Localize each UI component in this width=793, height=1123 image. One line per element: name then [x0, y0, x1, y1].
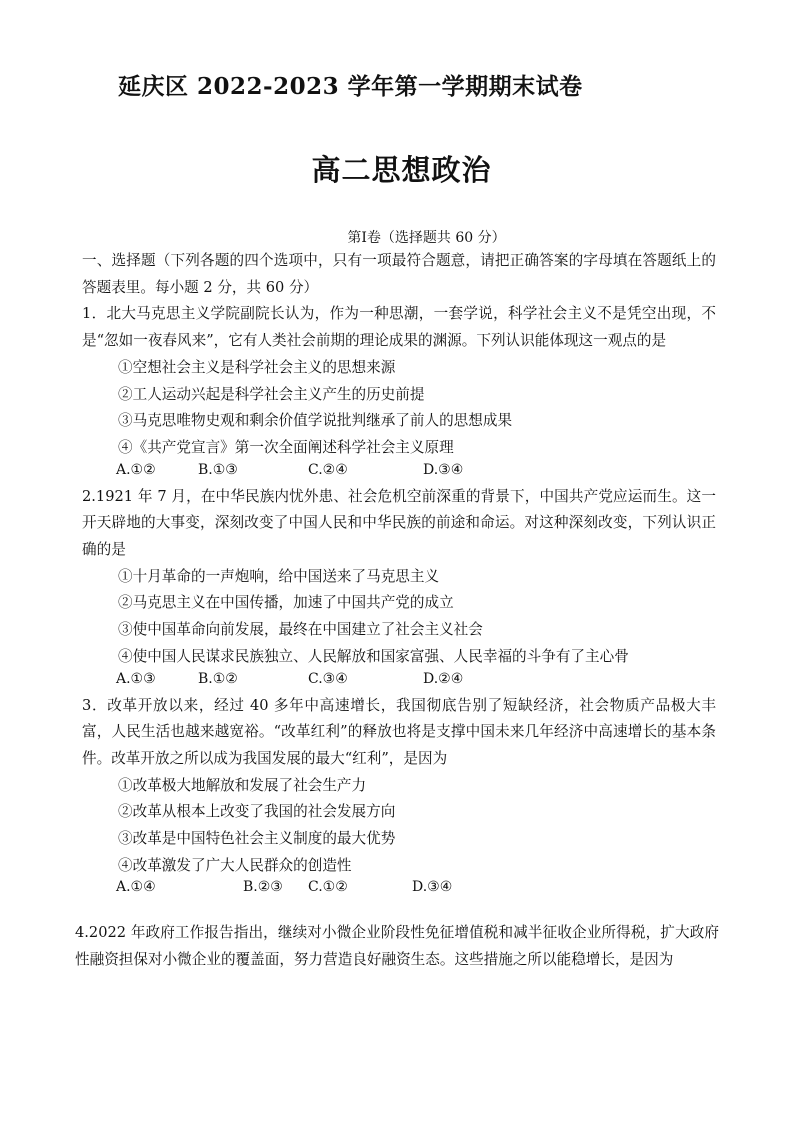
question-stem: 1．北大马克思主义学院副院长认为，作为一种思潮，一套学说，科学社会主义不是凭空出现，不是“忽如一夜春风来”，它有人类社会前期的理论成果的渊源。下列认识能体现这一观点的是: [82, 305, 716, 350]
subject-title: 高二思想政治: [311, 153, 492, 187]
question-2: [82, 484, 716, 693]
statement-option: ①改革极大地解放和发展了社会生产力: [118, 776, 367, 794]
choice-c: C.①②: [308, 879, 348, 896]
choice-b: B.①③: [198, 461, 238, 478]
statement-option: ①空想社会主义是科学社会主义的思想来源: [118, 358, 396, 376]
choice-d: D.③④: [412, 879, 453, 896]
choice-c: C.③④: [308, 670, 348, 687]
statement-option: ③改革是中国特色社会主义制度的最大优势: [118, 830, 396, 848]
choice-c: C.②④: [308, 461, 348, 478]
choice-d: D.②④: [423, 670, 464, 687]
statement-option: ③马克思唯物史观和剩余价值学说批判继承了前人的思想成果: [118, 412, 513, 430]
question-4: [75, 920, 719, 973]
answer-choices: [82, 670, 716, 693]
statement-option: ③使中国革命向前发展，最终在中国建立了社会主义社会: [118, 621, 483, 639]
question-stem: 3．改革开放以来，经过 40 多年中高速增长，我国彻底告别了短缺经济，社会物质产品极大丰富，人民生活也越来越宽裕。“改革红利”的释放也将是支撑中国未来几年经济中高速增长的基本条件。改革开放之所以成为我国发展的最大“红利”，是因为: [82, 696, 716, 767]
choice-b: B.②③: [243, 879, 283, 896]
question-3: [82, 693, 716, 917]
statement-option: ①十月革命的一声炮响，给中国送来了马克思主义: [118, 567, 440, 585]
choice-a: A.①③: [116, 670, 156, 687]
statement-option: ②马克思主义在中国传播，加速了中国共产党的成立: [118, 594, 454, 612]
statement-option: ②改革从根本上改变了我国的社会发展方向: [118, 803, 396, 821]
question-1: [82, 301, 716, 483]
exam-title: 延庆区 2022-2023 学年第一学期期末试卷: [118, 73, 583, 100]
choice-d: D.③④: [423, 461, 464, 478]
exam-content: [75, 248, 719, 974]
question-stem: 4.2022 年政府工作报告指出，继续对小微企业阶段性免征增值税和减半征收企业所得税，扩大政府性融资担保对小微企业的覆盖面，努力营造良好融资生态。这些措施之所以能稳增长，是因为: [75, 924, 719, 969]
choice-a: A.①④: [116, 879, 156, 896]
section-heading: 第Ⅰ卷（选择题共 60 分）: [347, 230, 506, 246]
statement-option: ②工人运动兴起是科学社会主义产生的历史前提: [118, 385, 425, 403]
statement-option: ④使中国人民谋求民族独立、人民解放和国家富强、人民幸福的斗争有了主心骨: [118, 647, 629, 665]
answer-choices: [82, 461, 716, 484]
question-stem: 2.1921 年 7 月，在中华民族内忧外患、社会危机空前深重的背景下，中国共产党应运而生。这一开天辟地的大事变，深刻改变了中国人民和中华民族的前途和命运。对这种深刻改变，下列认识正确的是: [82, 487, 716, 559]
choice-a: A.①②: [116, 461, 156, 478]
statement-option: ④《共产党宣言》第一次全面阐述科学社会主义原理: [118, 438, 454, 456]
section-instructions: 一、选择题（下列各题的四个选项中，只有一项最符合题意，请把正确答案的字母填在答题纸上的答题表里。每小题 2 分，共 60 分）: [82, 252, 716, 296]
choice-b: B.①②: [198, 670, 238, 687]
answer-choices: [82, 878, 716, 916]
statement-option: ④改革激发了广大人民群众的创造性: [118, 856, 352, 874]
